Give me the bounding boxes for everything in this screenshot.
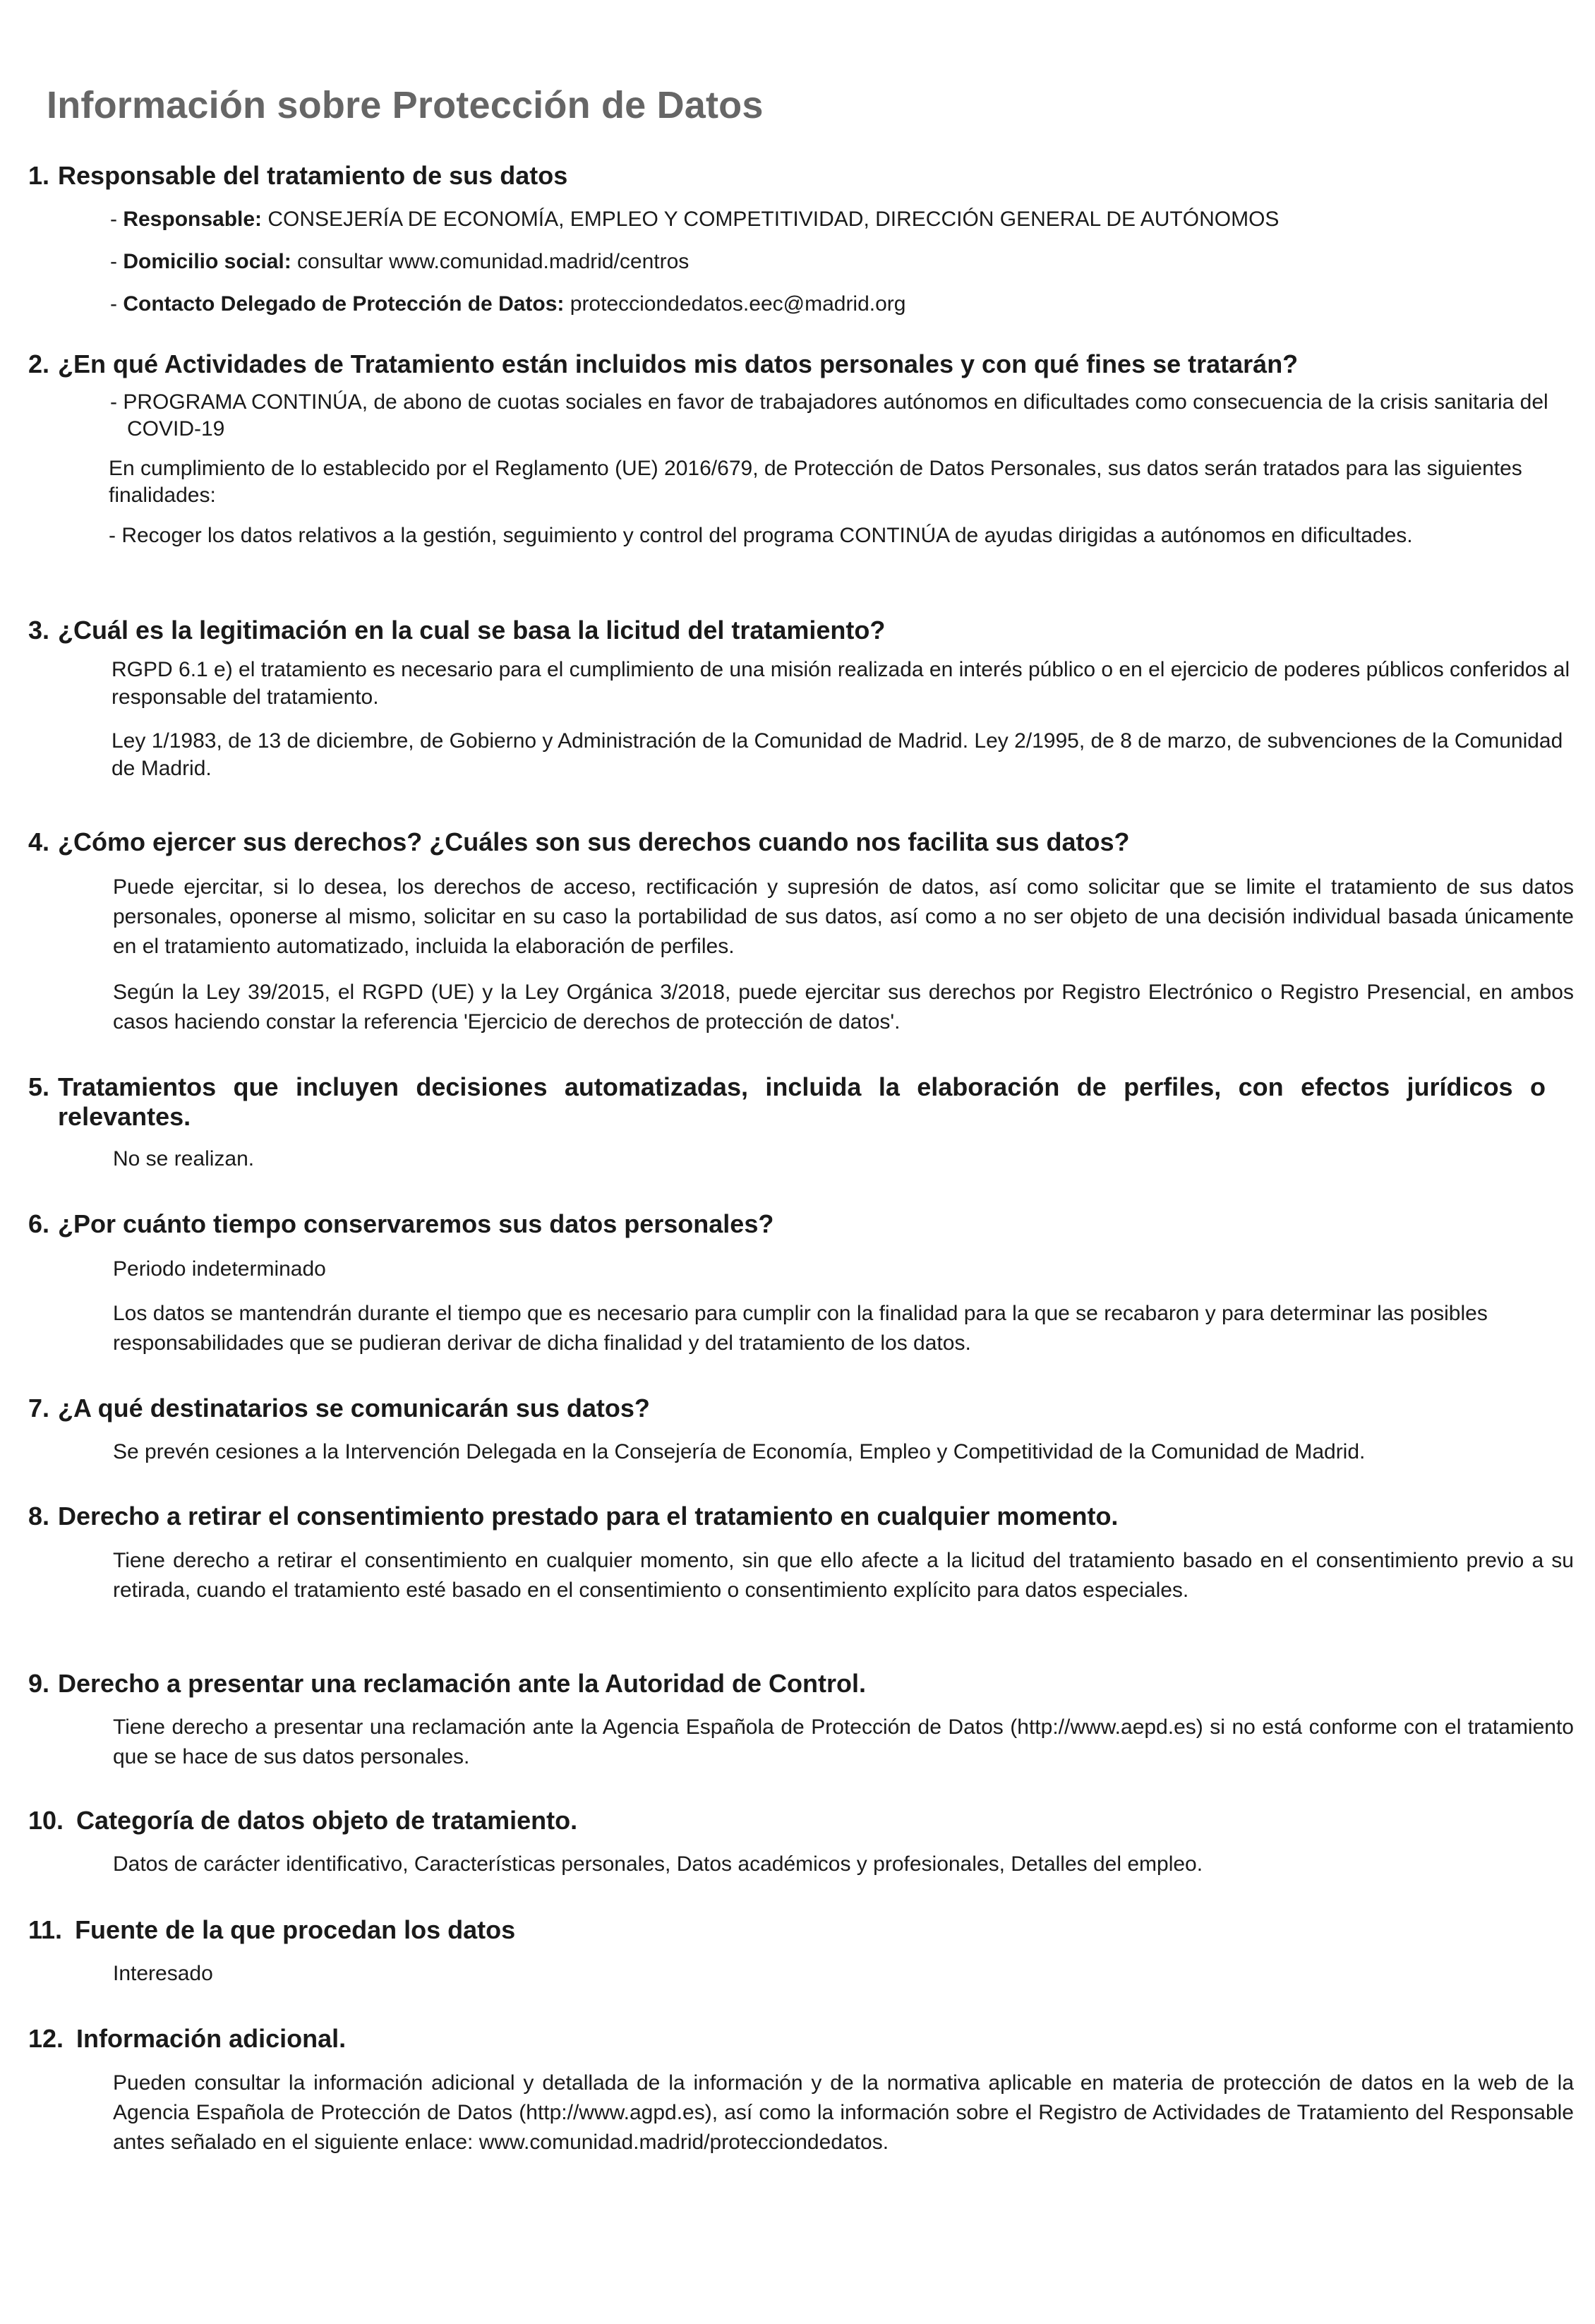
section-title: ¿Cuál es la legitimación en la cual se basa la licitud del tratamiento? [58,616,886,645]
section-heading [28,1806,1546,1835]
purpose-item: - Recoger los datos relativos a la gestión, seguimiento y control del programa CONTINÚA de ayudas dirigidas a autónomos en dificultades. [109,524,1413,547]
paragraph: No se realizan. [113,1147,255,1170]
section-title: Derecho a retirar el consentimiento prestado para el tratamiento en cualquier momento. [58,1502,1119,1531]
section-number: 10. [28,1806,64,1835]
item-label: Domicilio social: [123,250,291,273]
section-7 [28,1394,1546,1466]
paragraph: Puede ejercitar, si lo desea, los derechos de acceso, rectificación y supresión de datos, así como solicitar que se limite el tratamiento de sus datos personales, oponerse al mismo, solicitar en su caso la portabilidad de sus datos, así como a no ser objeto de una decisión individual basada únicamente en el tratamiento automatizado, incluida la elaboración de perfiles. [113,875,1574,958]
section-5 [28,1072,1546,1173]
section-body [113,1546,1574,1605]
section-title: Responsable del tratamiento de sus datos [58,161,568,190]
list-item: - Responsable: CONSEJERÍA DE ECONOMÍA, EMPLEO Y COMPETITIVIDAD, DIRECCIÓN GENERAL DE AUTÓNOMOS [110,208,1280,231]
section-heading [28,1394,1546,1423]
section-heading [28,1209,1546,1239]
section-number: 3. [28,616,50,645]
section-title: Fuente de la que procedan los datos [75,1915,516,1944]
paragraph: Tiene derecho a presentar una reclamación ante la Agencia Española de Protección de Datos (http://www.aepd.es) si no está conforme con el tratamiento que se hace de sus datos personales. [113,1715,1574,1768]
section-title: Derecho a presentar una reclamación ante la Autoridad de Control. [58,1669,866,1698]
paragraph: Ley 1/1983, de 13 de diciembre, de Gobierno y Administración de la Comunidad de Madrid. Ley 2/1995, de 8 de marzo, de subvenciones de la Comunidad de Madrid. [112,729,1563,780]
section-number: 4. [28,827,50,856]
section-body [113,873,1574,1037]
paragraph: Se prevén cesiones a la Intervención Delegada en la Consejería de Economía, Empleo y Competitividad de la Comunidad de Madrid. [113,1440,1366,1463]
section-body [110,389,1550,549]
section-heading [28,2024,1546,2054]
paragraph: Los datos se mantendrán durante el tiempo que es necesario para cumplir con la finalidad para la que se recabaron y para determinar las posibles responsabilidades que se pudieran derivar de dicha finalidad y del tratamiento de los datos. [113,1302,1488,1355]
paragraph: Datos de carácter identificativo, Características personales, Datos académicos y profesionales, Detalles del empleo. [113,1852,1203,1876]
section-body [113,1850,1574,1879]
section-6 [28,1209,1546,1358]
section-title: Categoría de datos objeto de tratamiento. [76,1806,578,1835]
section-1 [28,161,1546,318]
item-label: Responsable: [123,208,263,231]
section-3 [28,616,1570,782]
paragraph: Interesado [113,1962,213,1985]
paragraph: RGPD 6.1 e) el tratamiento es necesario para el cumplimiento de una misión realizada en interés público o en el ejercicio de poderes públicos conferidos al responsable del tratamiento. [112,658,1570,709]
section-number: 9. [28,1669,50,1698]
section-heading [28,827,1546,857]
section-body [113,1713,1574,1772]
section-2 [28,349,1546,549]
section-title: ¿Cómo ejercer sus derechos? ¿Cuáles son sus derechos cuando nos facilita sus datos? [58,827,1130,856]
section-title: Tratamientos que incluyen decisiones automatizadas, incluida la elaboración de perfiles, con efectos jurídicos o relevantes. [58,1072,1546,1131]
section-11 [28,1915,1546,1988]
section-8 [28,1502,1574,1605]
section-heading [28,1669,1546,1699]
section-9 [28,1669,1574,1772]
paragraph: Periodo indeterminado [113,1257,326,1281]
section-body [113,2068,1574,2157]
section-body [113,1437,1574,1466]
section-title: ¿A qué destinatarios se comunicarán sus datos? [58,1394,650,1422]
section-12 [28,2024,1574,2157]
section-body [112,656,1574,782]
section-body [113,1144,1574,1173]
section-number: 1. [28,161,50,190]
section-heading [28,1915,1546,1945]
section-number: 6. [28,1209,50,1238]
section-number: 5. [28,1072,50,1101]
list-item: - Domicilio social: consultar www.comunidad.madrid/centros [110,250,690,273]
section-heading [28,1072,1546,1132]
section-title: ¿En qué Actividades de Tratamiento están incluidos mis datos personales y con qué fines se tratarán? [58,349,1299,378]
item-value: protecciondedatos.eec@madrid.org [564,292,906,316]
section-heading [28,349,1546,379]
section-10 [28,1806,1546,1879]
section-title: Información adicional. [76,2024,347,2053]
section-heading [28,161,1546,191]
paragraph: Pueden consultar la información adicional y detallada de la información y de la normativa aplicable en materia de protección de datos en la web de la Agencia Española de Protección de Datos (http://www.agpd.es), así como la información sobre el Registro de Actividades de Tratamiento del Responsable antes señalado en el siguiente enlace: www.comunidad.madrid/protecciondedatos. [113,2071,1574,2154]
section-body [110,205,1571,318]
page-title: Información sobre Protección de Datos [47,84,764,126]
item-value: CONSEJERÍA DE ECONOMÍA, EMPLEO Y COMPETITIVIDAD, DIRECCIÓN GENERAL DE AUTÓNOMOS [262,208,1280,231]
activity-item: - PROGRAMA CONTINÚA, de abono de cuotas sociales en favor de trabajadores autónomos en dificultades como consecuencia de la crisis sanitaria del COVID-19 [110,390,1548,441]
section-number: 8. [28,1502,50,1531]
paragraph: Según la Ley 39/2015, el RGPD (UE) y la Ley Orgánica 3/2018, puede ejercitar sus derechos por Registro Electrónico o Registro Presencial, en ambos casos haciendo constar la referencia 'Ejercicio de derechos de protección de datos'. [113,981,1574,1034]
section-number: 7. [28,1394,50,1422]
section-title: ¿Por cuánto tiempo conservaremos sus datos personales? [58,1209,774,1238]
item-value: consultar www.comunidad.madrid/centros [291,250,690,273]
item-label: Contacto Delegado de Protección de Datos: [123,292,565,316]
section-number: 2. [28,349,50,378]
list-item: - Contacto Delegado de Protección de Datos: protecciondedatos.eec@madrid.org [110,292,906,316]
paragraph: En cumplimiento de lo establecido por el Reglamento (UE) 2016/679, de Protección de Datos Personales, sus datos serán tratados para las siguientes finalidades: [109,457,1522,507]
section-4 [28,827,1574,1037]
section-body [113,1959,1574,1988]
section-heading [28,1502,1546,1531]
section-heading [28,616,1546,645]
section-number: 12. [28,2024,64,2053]
section-body [113,1254,1574,1358]
paragraph: Tiene derecho a retirar el consentimiento en cualquier momento, sin que ello afecte a la licitud del tratamiento basado en el consentimiento previo a su retirada, cuando el tratamiento esté basado en el consentimiento o consentimiento explícito para datos especiales. [113,1549,1574,1602]
section-number: 11. [28,1915,63,1944]
